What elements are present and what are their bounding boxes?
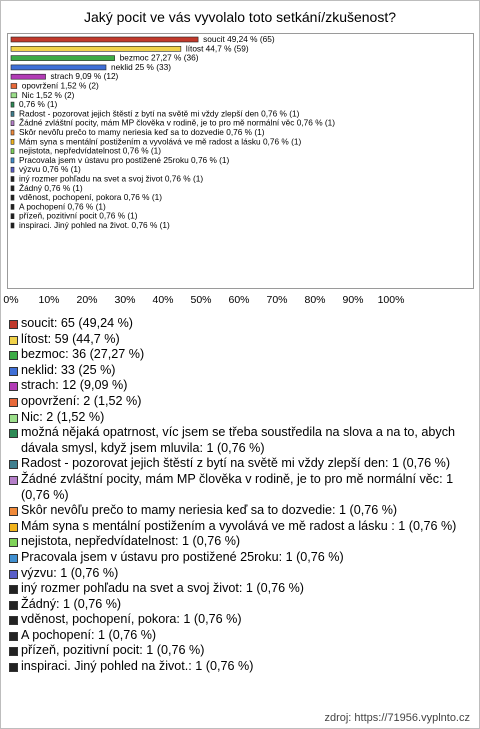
legend-item — [7, 628, 473, 644]
bar-label-3: neklid 25 % (33) — [111, 61, 171, 72]
legend-swatch — [9, 367, 18, 376]
bar-7 — [11, 102, 14, 107]
bar-label-0: soucit 49,24 % (65) — [203, 34, 275, 44]
bar-16 — [11, 186, 14, 191]
bar-0 — [11, 37, 198, 42]
bar-label-11: Mám syna s mentální postižením a vyvolává ve mě radost a lásku 0,76 % (1) — [19, 136, 302, 147]
bar-18 — [11, 204, 14, 209]
bar-label-2: bezmoc 27,27 % (36) — [119, 52, 199, 63]
legend-label: iný rozmer pohľadu na svet a svoj život: 1 (0,76 %) — [21, 581, 304, 596]
bar-label-5: opovržení 1,52 % (2) — [21, 80, 99, 91]
legend-label: přízeň, pozitivní pocit: 1 (0,76 %) — [21, 643, 205, 658]
legend-swatch — [9, 585, 18, 594]
legend-swatch — [9, 538, 18, 547]
legend-item — [7, 363, 473, 379]
x-tick-label: 30% — [114, 294, 136, 306]
legend-label: možná nějaká opatrnost, víc jsem se třeba soustředila na slova a na to, abych dávala smysl, když jsem mluvila: 1 (0,76 %) — [21, 425, 456, 455]
legend-item — [7, 394, 473, 410]
bar-12 — [11, 149, 14, 154]
bar-label-9: Žádné zvláštní pocity, mám MP člověka v rodině, je to pro mě normální věc 0,76 % (1) — [19, 117, 336, 128]
legend-swatch — [9, 398, 18, 407]
bar-label-19: přízeň, pozitivní pocit 0,76 % (1) — [19, 210, 138, 221]
legend-swatch — [9, 476, 18, 485]
legend-label: strach: 12 (9,09 %) — [21, 378, 128, 393]
bars-layer — [11, 34, 335, 230]
legend-label: soucit: 65 (49,24 %) — [21, 316, 134, 330]
legend-label: inspiraci. Jiný pohled na život.: 1 (0,76 %) — [21, 659, 254, 674]
x-tick-label: 40% — [152, 294, 174, 306]
legend-item — [7, 472, 473, 503]
legend-label: A pochopení: 1 (0,76 %) — [21, 627, 157, 642]
bar-label-12: nejistota, nepředvídatelnost 0,76 % (1) — [19, 145, 162, 156]
x-tick-label: 20% — [76, 294, 98, 306]
legend-item — [7, 581, 473, 597]
x-tick-label: 80% — [304, 294, 326, 306]
bar-5 — [11, 84, 17, 89]
legend-label: Skôr nevôľu prečo to mamy neriesia keď sa to dozvedie: 1 (0,76 %) — [21, 503, 398, 518]
bar-9 — [11, 121, 14, 126]
legend-item — [7, 597, 473, 613]
legend-swatch — [9, 570, 18, 579]
legend-label: Pracovala jsem v ústavu pro postižené 25roku: 1 (0,76 %) — [21, 549, 344, 564]
legend-item — [7, 519, 473, 535]
x-tick-label: 90% — [342, 294, 364, 306]
bar-label-16: Žádný 0,76 % (1) — [19, 182, 83, 193]
legend-item — [7, 566, 473, 582]
legend-item — [7, 425, 473, 456]
bar-label-18: A pochopení 0,76 % (1) — [19, 201, 106, 212]
legend-item — [7, 347, 473, 363]
legend-item — [7, 612, 473, 628]
legend-label: výzvu: 1 (0,76 %) — [21, 565, 119, 580]
legend-label: Radost - pozorovat jejich štěstí z bytí na světě mi vždy zlepší den: 1 (0,76 %) — [21, 456, 451, 471]
legend-swatch — [9, 320, 18, 329]
legend-swatch — [9, 647, 18, 656]
legend-swatch — [9, 554, 18, 563]
legend-swatch — [9, 663, 18, 672]
x-tick-label: 0% — [3, 294, 19, 306]
legend-label: Mám syna s mentální postižením a vyvolává ve mě radost a lásku : 1 (0,76 %) — [21, 518, 457, 533]
bar-17 — [11, 195, 14, 200]
legend-swatch — [9, 460, 18, 469]
legend-label: vděnost, pochopení, pokora: 1 (0,76 %) — [21, 612, 242, 627]
bar-4 — [11, 74, 46, 79]
x-tick-label: 100% — [377, 294, 405, 306]
bar-label-14: výzvu 0,76 % (1) — [19, 164, 81, 175]
bar-8 — [11, 111, 14, 116]
bar-6 — [11, 93, 17, 98]
bar-label-17: vděnost, pochopení, pokora 0,76 % (1) — [19, 192, 162, 203]
legend-item — [7, 550, 473, 566]
x-tick-label: 70% — [266, 294, 288, 306]
legend-item — [7, 410, 473, 426]
bar-label-6: Nic 1,52 % (2) — [21, 89, 75, 100]
legend-item — [7, 378, 473, 394]
legend-item — [7, 332, 473, 348]
legend-label: nejistota, nepředvídatelnost: 1 (0,76 %) — [21, 534, 241, 549]
legend-swatch — [9, 336, 18, 345]
x-tick-label: 10% — [38, 294, 60, 306]
legend-swatch — [9, 382, 18, 391]
legend-swatch — [9, 616, 18, 625]
legend-swatch — [9, 507, 18, 516]
bar-label-1: lítost 44,7 % (59) — [185, 43, 249, 54]
legend-label: opovržení: 2 (1,52 %) — [21, 393, 142, 408]
legend-swatch — [9, 414, 18, 423]
bar-label-20: inspiraci. Jiný pohled na život. 0,76 % (1) — [19, 220, 170, 230]
bar-label-7: 0,76 % (1) — [19, 99, 58, 110]
legend-item — [7, 659, 473, 675]
x-tick-label: 50% — [190, 294, 212, 306]
bar-1 — [11, 46, 181, 51]
legend-swatch — [9, 601, 18, 610]
legend-label: neklid: 33 (25 %) — [21, 362, 116, 377]
legend-item — [7, 643, 473, 659]
legend-label: lítost: 59 (44,7 %) — [21, 331, 120, 346]
legend-label: Žádný: 1 (0,76 %) — [21, 596, 122, 611]
bar-3 — [11, 65, 106, 70]
bar-19 — [11, 214, 14, 219]
x-axis-ticks — [3, 294, 404, 306]
legend-label: Žádné zvláštní pocity, mám MP člověka v rodině, je to pro mě normální věc: 1 (0,76 %) — [21, 471, 454, 502]
bar-13 — [11, 158, 14, 163]
legend-item — [7, 534, 473, 550]
bar-14 — [11, 167, 14, 172]
bar-11 — [11, 139, 14, 144]
bar-chart — [0, 0, 480, 316]
chart-title: Jaký pocit ve vás vyvolalo toto setkání/zkušenost? — [83, 9, 397, 25]
bar-label-13: Pracovala jsem v ústavu pro postižené 25roku 0,76 % (1) — [19, 154, 230, 165]
legend-item — [7, 503, 473, 519]
bar-20 — [11, 223, 14, 228]
legend-label: Nic: 2 (1,52 %) — [21, 409, 105, 424]
legend-swatch — [9, 523, 18, 532]
legend-label: bezmoc: 36 (27,27 %) — [21, 347, 145, 362]
bar-label-4: strach 9,09 % (12) — [50, 71, 119, 82]
legend-item — [7, 316, 473, 332]
bar-2 — [11, 56, 115, 61]
x-tick-label: 60% — [228, 294, 250, 306]
bar-10 — [11, 130, 14, 135]
legend — [7, 316, 473, 675]
legend-swatch — [9, 632, 18, 641]
legend-item — [7, 456, 473, 472]
bar-label-15: iný rozmer pohľadu na svet a svoj život 0,76 % (1) — [19, 173, 204, 184]
legend-swatch — [9, 351, 18, 360]
legend-swatch — [9, 429, 18, 438]
bar-15 — [11, 177, 14, 182]
source-note: zdroj: https://71956.vyplnto.cz — [324, 712, 470, 724]
bar-label-10: Skôr nevôľu prečo to mamy neriesia keď sa to dozvedie 0,76 % (1) — [19, 127, 265, 137]
bar-label-8: Radost - pozorovat jejich štěstí z bytí na světě mi vždy zlepší den 0,76 % (1) — [19, 108, 300, 119]
